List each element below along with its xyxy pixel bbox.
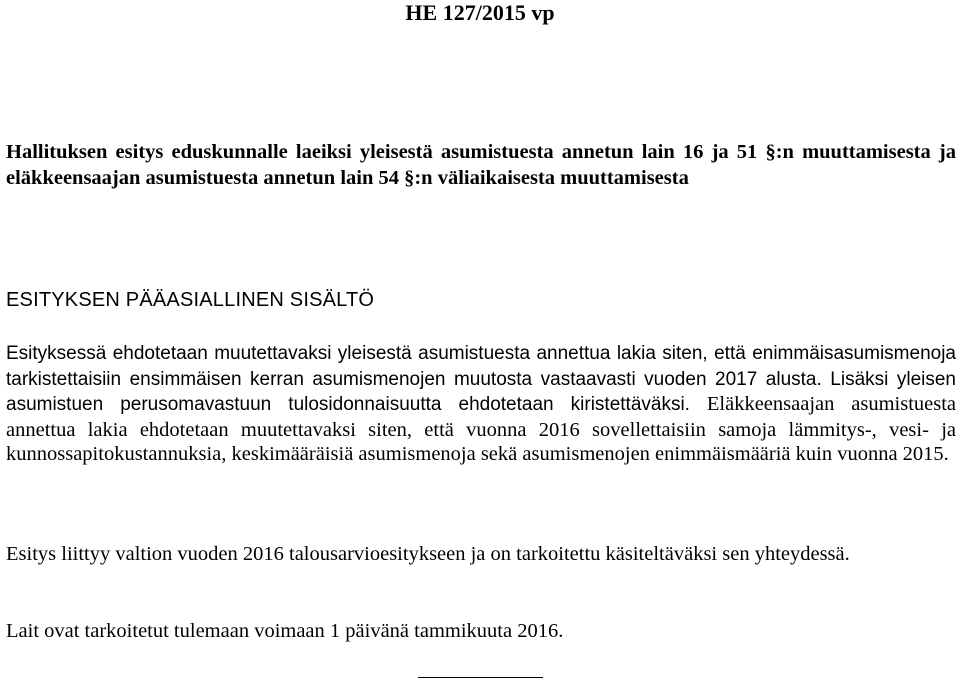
summary-paragraph-1-part-b: Eläkkeensaajan asumistuesta annettua lakia ehdotetaan muutettavaksi siten, että vuonna 2016 sovellettaisiin samoja lämmitys-, vesi- ja kunnossapitokustannuksia, keskimääräisiä asumismenoja sekä asumismenojen enimmäismääriä kuin vuonna 2015. xyxy=(6,393,957,466)
end-rule xyxy=(418,677,543,678)
summary-paragraph-1-part-a: Esityksessä ehdotetaan muutettavaksi yleisestä asumistuesta annettua lakia siten, että enimmäisasumismenoja tarkistettaisiin ensimmäisen kerran asumismenojen muutosta vastaavasti vuoden 2017 alusta. Lisäksi yleisen asumistuen perusomavastuun tulosidonnaisuutta ehdotetaan kiristettäväksi. xyxy=(6,343,956,416)
document-id: HE 127/2015 vp xyxy=(405,0,555,25)
section-heading: ESITYKSEN PÄÄASIALLINEN SISÄLTÖ xyxy=(6,289,375,311)
summary-paragraph-3: Lait ovat tarkoitetut tulemaan voimaan 1 päivänä tammikuuta 2016. xyxy=(6,620,564,642)
summary-paragraph-1 xyxy=(6,341,956,467)
summary-paragraph-2: Esitys liittyy valtion vuoden 2016 talousarvioesitykseen ja on tarkoitettu käsiteltäväksi sen yhteydessä. xyxy=(6,543,850,565)
document-title: Hallituksen esitys eduskunnalle laeiksi yleisestä asumistuesta annetun lain 16 ja 51 §:n muuttamisesta ja eläkkeensaajan asumistuesta annetun lain 54 §:n väliaikaisesta muuttamisesta xyxy=(6,141,956,189)
